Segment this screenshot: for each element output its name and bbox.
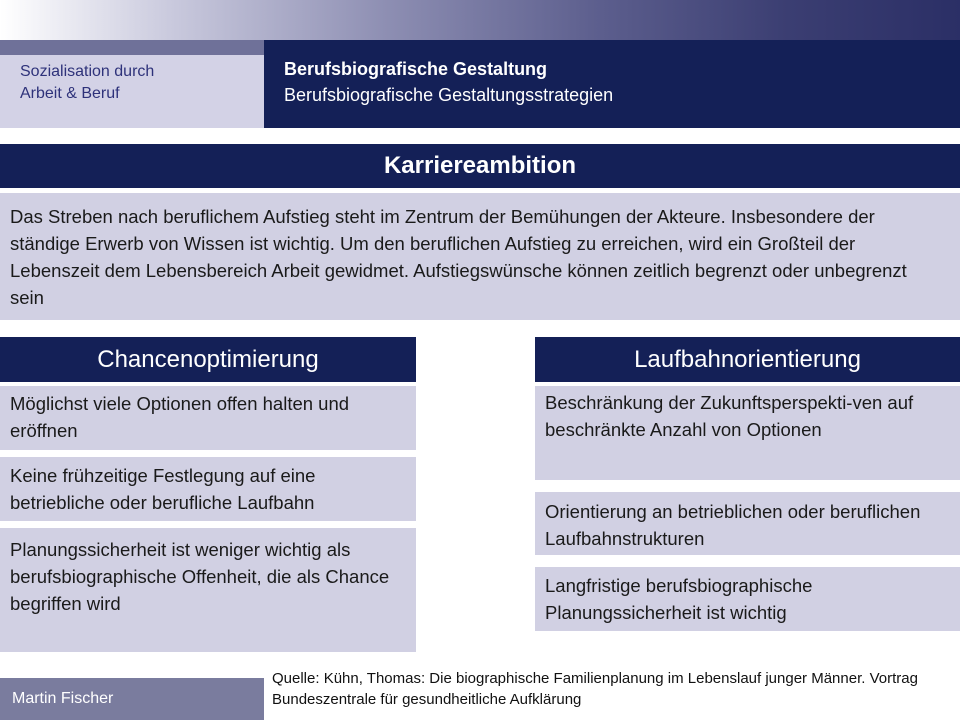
header-subtitle: Berufsbiografische Gestaltungsstrategien: [284, 85, 614, 105]
right-list-item: Beschränkung der Zukunftsperspekti-ven auf beschränkte Anzahl von Optionen: [535, 386, 960, 480]
right-column-heading: Laufbahnorientierung: [535, 337, 960, 382]
left-list-item: Planungssicherheit ist weniger wichtig als berufsbiographische Offenheit, die als Chance begriffen wird: [0, 528, 416, 652]
header-section-line-2: Arbeit & Beruf: [20, 85, 120, 102]
header-section-label: [0, 55, 264, 128]
header-title-block: [264, 40, 960, 128]
left-list-item: Möglichst viele Optionen offen halten und eröffnen: [0, 386, 416, 450]
header-gradient-band: [0, 0, 960, 40]
header-accent-bar: [0, 40, 264, 55]
header-title: Berufsbiografische Gestaltung: [284, 59, 548, 79]
left-column-heading: Chancenoptimierung: [0, 337, 416, 382]
footer-source-citation: Quelle: Kühn, Thomas: Die biographische Familienplanung im Lebenslauf junger Männer. Vortrag Bundeszentrale für gesundheitliche Aufklärung: [272, 670, 918, 708]
intro-text: Das Streben nach beruflichem Aufstieg steht im Zentrum der Bemühungen der Akteure. Insbesondere der ständige Erwerb von Wissen ist wichtig. Um den beruflichen Aufstieg zu erreichen, wird ein Großteil der Lebenszeit dem Lebensbereich Arbeit gewidmet. Aufstiegswünsche können zeitlich begrenzt oder unbegrenzt sein: [0, 193, 960, 320]
footer-author: Martin Fischer: [0, 678, 264, 720]
right-list-item: Orientierung an betrieblichen oder beruflichen Laufbahnstrukturen: [535, 492, 960, 555]
page-title: Karriereambition: [0, 144, 960, 188]
header-section-line-1: Sozialisation durch: [20, 63, 155, 80]
right-list-item: Langfristige berufsbiographische Planungssicherheit ist wichtig: [535, 567, 960, 631]
left-list-item: Keine frühzeitige Festlegung auf eine betriebliche oder berufliche Laufbahn: [0, 457, 416, 521]
